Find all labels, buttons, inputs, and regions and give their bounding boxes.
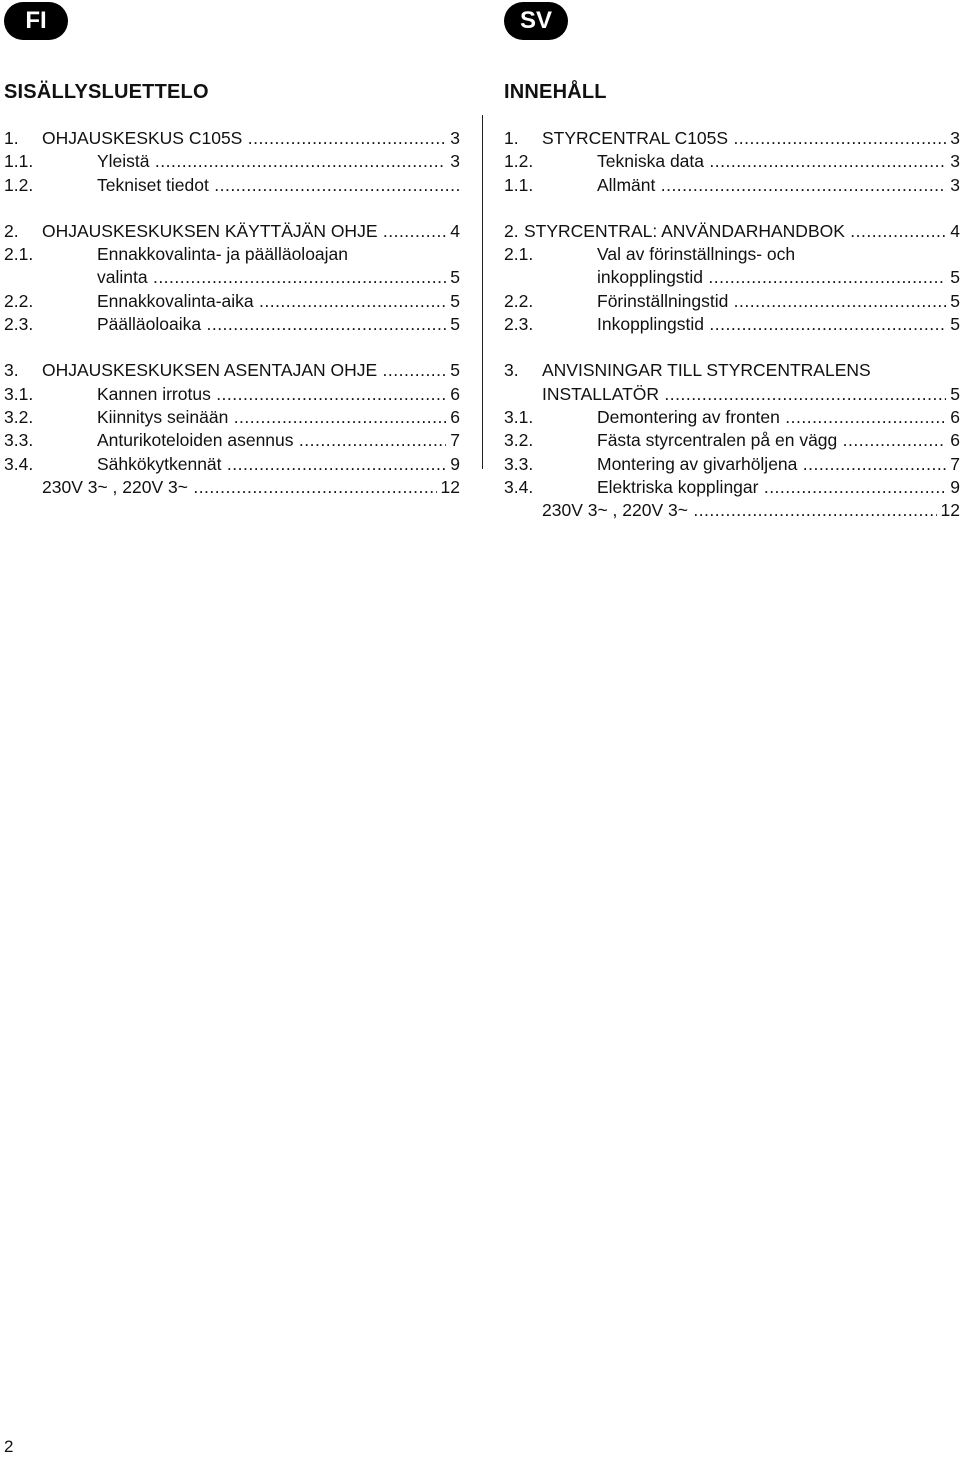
toc-entry-number: 1.1. [504, 174, 534, 195]
toc-entry-label: Fästa styrcentralen på en vägg ..... [597, 429, 960, 452]
toc-entry-page: 3 [946, 174, 960, 197]
toc-entry [504, 383, 960, 406]
toc-entry-number: 2.1. [504, 244, 534, 265]
toc-entry-number: 3.2. [4, 406, 34, 427]
toc-entry-number: 2. [504, 220, 519, 241]
toc-entry [4, 174, 460, 197]
toc-entry-number: 2.2. [4, 290, 34, 311]
toc-entry-page: 12 [937, 499, 960, 522]
toc-entry-label: Inkopplingstid ..... [597, 313, 960, 336]
toc-entry-page: 5 [446, 266, 460, 289]
toc-entry-label: Sähkökytkennät ..... [97, 453, 460, 476]
toc-entry [504, 476, 960, 499]
toc-entry [504, 266, 960, 289]
toc-entry-label: Ennakkovalinta- ja päälläoloajan [97, 244, 349, 265]
toc-entry [504, 406, 960, 429]
toc-entry [504, 150, 960, 173]
toc-entry-label: Demontering av fronten ..... [597, 406, 960, 429]
language-badge-fi: FI [4, 2, 68, 40]
toc-entry-number: 1.2. [504, 151, 534, 172]
toc-entry-number: 1. [504, 128, 519, 148]
toc-entry-number: 2.1. [4, 244, 34, 265]
toc-entry [4, 150, 460, 173]
toc-entry-number: 1.2. [4, 174, 34, 195]
toc-entry-page: 4 [446, 220, 460, 243]
toc-entry-label: Val av förinställnings- och [597, 244, 796, 265]
toc-entry-page: 6 [946, 429, 960, 452]
toc-entry-label: Allmänt ..... [597, 174, 960, 197]
toc-entry [504, 429, 960, 452]
toc-entry-label: Ennakkovalinta-aika ..... [97, 290, 460, 313]
toc-entry-label: ANVISNINGAR TILL STYRCENTRALENS [542, 360, 871, 381]
toc-entry-number: 3.1. [4, 383, 34, 404]
toc-entry-page: 6 [446, 383, 460, 406]
toc-entry-page: 3 [946, 127, 960, 150]
toc-entry-number: 3.4. [4, 453, 34, 474]
toc-entry [504, 174, 960, 197]
toc-entry-page: 3 [946, 150, 960, 173]
toc-entry-label: Yleistä ..... [97, 150, 460, 173]
toc-entry [4, 243, 460, 266]
toc-entry [4, 290, 460, 313]
toc-entry-number: 2.3. [4, 314, 34, 335]
toc-entry-label: Förinställningstid ..... [597, 290, 960, 313]
toc-entry-label: Anturikoteloiden asennus ..... [97, 429, 460, 452]
toc-entry-label: 230V 3~ , 220V 3~ ..... [542, 499, 960, 522]
toc-entry-number: 1. [4, 128, 19, 148]
section-gap [4, 197, 460, 220]
toc-entry [4, 266, 460, 289]
toc-entry [4, 383, 460, 406]
toc-entry-page: 7 [946, 453, 960, 476]
toc-entry-label: inkopplingstid ..... [597, 266, 960, 289]
toc-entry-label: OHJAUSKESKUKSEN KÄYTTÄJÄN OHJE ..... [42, 220, 460, 243]
toc-entry-page: 9 [446, 453, 460, 476]
toc-entry-label: Tekniska data ..... [597, 150, 960, 173]
toc-entry-number: 3. [4, 360, 19, 381]
column-divider [482, 115, 483, 469]
toc-entry-page: 5 [946, 266, 960, 289]
toc-list-fi [4, 127, 460, 499]
toc-entry-page: 5 [946, 313, 960, 336]
toc-entry-label: Kannen irrotus ..... [97, 383, 460, 406]
toc-entry [4, 220, 460, 243]
toc-entry-number: 3.3. [4, 430, 34, 451]
toc-entry-label: STYRCENTRAL: ANVÄNDARHANDBOK ..... [524, 220, 960, 243]
toc-entry-number: 1.1. [4, 151, 34, 172]
toc-heading-sv: INNEHÅLL [504, 81, 607, 103]
toc-entry-page: 3 [446, 127, 460, 150]
toc-entry-page: 4 [946, 220, 960, 243]
toc-list-sv [504, 127, 960, 522]
toc-entry-page: 5 [946, 290, 960, 313]
toc-entry-label: Kiinnitys seinään ..... [97, 406, 460, 429]
toc-entry [504, 359, 960, 382]
toc-entry-number: 3.4. [504, 476, 534, 497]
toc-entry-page: 6 [946, 406, 960, 429]
section-gap [4, 336, 460, 359]
toc-entry-page: 5 [446, 359, 460, 382]
toc-entry-label: 230V 3~ , 220V 3~ ..... [42, 476, 460, 499]
toc-entry-label: Elektriska kopplingar ..... [597, 476, 960, 499]
toc-entry-number: 3. [504, 360, 519, 381]
toc-entry [504, 313, 960, 336]
toc-entry [4, 359, 460, 382]
toc-entry-label: Tekniset tiedot ..... [97, 174, 460, 197]
toc-entry-number: 3.2. [504, 430, 534, 451]
toc-entry [504, 127, 960, 150]
toc-entry-page: 7 [446, 429, 460, 452]
toc-heading-fi: SISÄLLYSLUETTELO [4, 81, 209, 103]
toc-entry-label: INSTALLATÖR ..... [542, 383, 960, 406]
language-badge-sv: SV [504, 2, 568, 40]
toc-entry-page: 5 [446, 313, 460, 336]
toc-entry-label: Montering av givarhöljena ..... [597, 453, 960, 476]
toc-entry [4, 429, 460, 452]
toc-entry-number: 2. [4, 220, 19, 241]
toc-entry [504, 290, 960, 313]
toc-entry-page: 6 [446, 406, 460, 429]
toc-entry-page: 5 [446, 290, 460, 313]
section-gap [504, 336, 960, 359]
page-number: 2 [4, 1437, 14, 1456]
toc-entry-page: 5 [946, 383, 960, 406]
toc-entry-label: OHJAUSKESKUKSEN ASENTAJAN OHJE ..... [42, 359, 460, 382]
toc-entry-label: STYRCENTRAL C105S ..... [542, 127, 960, 150]
toc-entry [4, 313, 460, 336]
toc-entry-label: OHJAUSKESKUS C105S ..... [42, 127, 460, 150]
toc-entry [504, 453, 960, 476]
toc-entry [504, 499, 960, 522]
toc-entry [4, 406, 460, 429]
toc-entry-number: 3.1. [504, 406, 534, 427]
toc-entry-number: 2.2. [504, 290, 534, 311]
toc-entry-number: 3.3. [504, 453, 534, 474]
toc-entry-number: 2.3. [504, 314, 534, 335]
toc-entry [504, 220, 960, 243]
section-gap [504, 197, 960, 220]
toc-entry [504, 243, 960, 266]
toc-entry-label: Päälläoloaika ..... [97, 313, 460, 336]
toc-entry [4, 127, 460, 150]
toc-entry-page: 12 [437, 476, 460, 499]
toc-entry-page: 9 [946, 476, 960, 499]
toc-entry-page: 3 [446, 150, 460, 173]
toc-entry [4, 476, 460, 499]
toc-entry [4, 453, 460, 476]
toc-entry-label: valinta ..... [97, 266, 460, 289]
